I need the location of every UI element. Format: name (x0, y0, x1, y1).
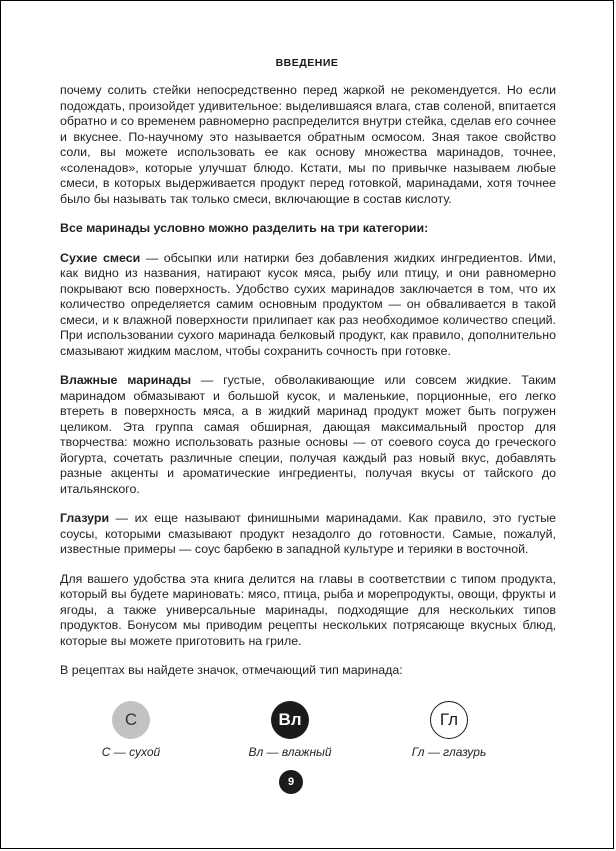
dry-symbol: С (124, 710, 138, 729)
paragraph-dry-mixes (60, 251, 556, 360)
legend-item-wet (220, 701, 360, 759)
wet-marinade-icon (271, 701, 309, 739)
glaze-symbol: Гл (439, 710, 459, 729)
glazes-text: — их еще называют финишными маринадами. Как правило, это густые соусы, которыми смазывают продукт незадолго до готовности. Самые, пожалуй, известные примеры — соус барбекю в западной культуре и терияки в восточной. (60, 511, 556, 556)
paragraph-intro: почему солить стейки непосредственно перед жаркой не рекомендуется. Но если подождать, произойдет удивительное: выделившаяся влага, став соленой, впитается обратно и со временем равномерно распределится внутри стейка, сделав его сочнее и вкуснее. По-научному это называется обратным осмосом. Зная такое свойство соли, вы можете использовать ее как основу множества маринадов, точнее, «соленадов», которые улучшат блюдо. Кстати, мы по привычке называем любые смеси, в которых выдерживается продукт перед готовкой, маринадами, хотя точнее было бы называть так только смеси, включающие в состав кислоту. (60, 83, 556, 206)
dry-mixes-text: — обсыпки или натирки без добавления жидких ингредиентов. Ими, как видно из названия, натирают кусок мяса, рыбу или птицу, и они равномерно покрывают всю поверхность. Удобство сухих маринадов заключается в том, что их количество определяется самим основным продуктом — он обваливается в такой смеси, и к влажной поверхности прилипает как раз необходимое количество специй. При использовании сухого маринада белковый продукт, как правило, дополнительно смазывают жидким маслом, чтобы сохранить сочность при готовке. (60, 250, 556, 358)
categories-lead: Все маринады условно можно разделить на три категории: (60, 221, 429, 235)
paragraph-icon-intro: В рецептах вы найдете значок, отмечающий тип маринада: (60, 663, 403, 677)
term-glazes: Глазури (60, 511, 110, 525)
wet-marinades-text: — густые, обволакивающие или совсем жидкие. Таким маринадом обмазывают и большой кусок, и маленькие, порционные, его легко втереть в поверхность мяса, а в жидкий маринад продукт может быть погружен целиком. Эта группа самая обширная, дающая максимальный простор для творчества: можно использовать разные основы — от соевого соуса до греческого йогурта, сочетать различные специи, получая каждый раз новый вкус, добавлять разные акценты и ароматические ингредиенты, получая вкусы от тайского до итальянского. (60, 373, 557, 496)
dry-marinade-icon (112, 701, 150, 739)
paragraph-wet-marinades (60, 373, 556, 497)
chapter-heading: ВВЕДЕНИЕ (275, 57, 339, 69)
page-number: 9 (279, 770, 303, 794)
body-text (60, 83, 556, 693)
dry-caption: С — сухой (101, 745, 161, 759)
wet-symbol: Вл (278, 710, 302, 729)
marinade-legend (61, 701, 557, 761)
wet-caption: Вл — влажный (248, 745, 332, 759)
legend-item-dry (61, 701, 201, 759)
term-wet-marinades: Влажные маринады (60, 373, 192, 387)
term-dry-mixes: Сухие смеси (60, 250, 141, 265)
paragraph-glazes (60, 511, 556, 558)
paragraph-categories-lead (60, 221, 556, 237)
glaze-marinade-icon (430, 701, 468, 739)
legend-item-glaze (379, 701, 519, 759)
paragraph-chapters: Для вашего удобства эта книга делится на главы в соответствии с типом продукта, который вы будете мариновать: мясо, птица, рыба и морепродукты, овощи, фрукты и ягоды, а также универсальные маринады, подходящие для нескольких типов продуктов. Бонусом мы приводим рецепты нескольких потрясающе вкусных блюд, которые вы можете приготовить на гриле. (60, 571, 556, 648)
glaze-caption: Гл — глазурь (411, 745, 487, 759)
